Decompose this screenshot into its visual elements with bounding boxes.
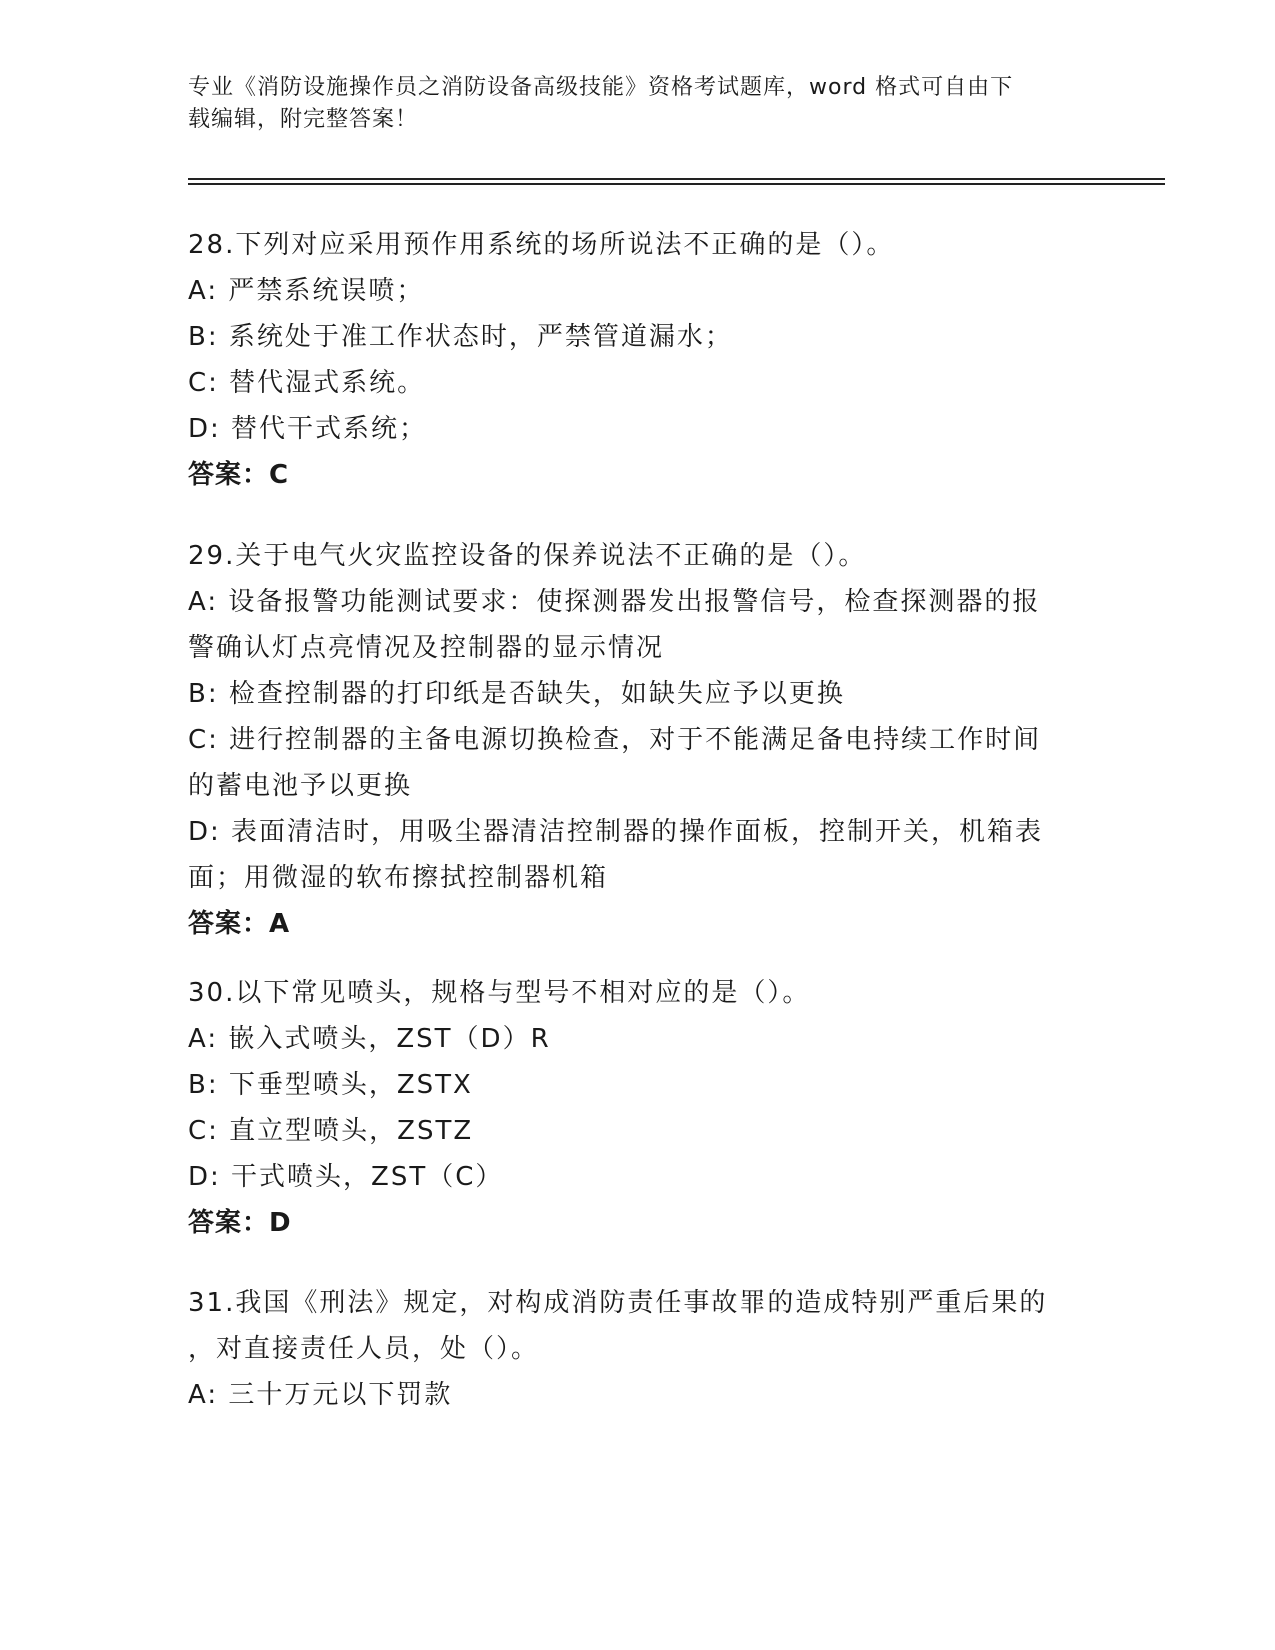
header-rule-top [188,178,1165,180]
answer [188,1200,1088,1246]
option-d: D: 表面清洁时，用吸尘器清洁控制器的操作面板，控制开关，机箱表 [188,817,1044,847]
question-28 [188,222,1088,498]
header-line-1: 专业《消防设施操作员之消防设备高级技能》资格考试题库，word 格式可自由下 [188,75,1014,100]
question-30 [188,970,1088,1246]
option-c: C: 替代湿式系统。 [188,368,426,398]
option-a: A: 严禁系统误喷； [188,276,425,306]
answer-label: 答案： [188,460,270,490]
answer-label: 答案： [188,1208,270,1238]
option-b: B: 系统处于准工作状态时，严禁管道漏水； [188,322,733,352]
header-rule-bottom [188,183,1165,185]
answer-value: C [269,460,290,490]
option-d: D: 替代干式系统； [188,414,428,444]
answer [188,901,1088,947]
question-29 [188,533,1088,947]
answer-label: 答案： [188,909,270,939]
question-stem: 31.我国《刑法》规定，对构成消防责任事故罪的造成特别严重后果的 [188,1288,1048,1318]
question-stem-continued: ，对直接责任人员，处（）。 [188,1334,540,1364]
document-header [188,72,1088,136]
answer [188,452,1088,498]
option-a: A: 设备报警功能测试要求：使探测器发出报警信号，检查探测器的报 [188,587,1041,617]
option-d: D: 干式喷头，ZST（C） [188,1162,504,1192]
question-31 [188,1280,1088,1418]
option-a: A: 嵌入式喷头，ZST（D）R [188,1024,551,1054]
option-c-continued: 的蓄电池予以更换 [188,771,413,801]
option-b: B: 下垂型喷头，ZSTX [188,1070,473,1100]
option-c: C: 进行控制器的主备电源切换检查，对于不能满足备电持续工作时间 [188,725,1042,755]
option-a: A: 三十万元以下罚款 [188,1380,453,1410]
question-stem: 30.以下常见喷头，规格与型号不相对应的是（）。 [188,978,811,1008]
answer-value: D [269,1208,292,1238]
option-c: C: 直立型喷头，ZSTZ [188,1116,474,1146]
header-line-2: 载编辑，附完整答案！ [188,107,419,132]
option-d-continued: 面；用微湿的软布擦拭控制器机箱 [188,863,609,893]
option-a-continued: 警确认灯点亮情况及控制器的显示情况 [188,633,665,663]
answer-value: A [269,909,291,939]
question-stem: 28.下列对应采用预作用系统的场所说法不正确的是（）。 [188,230,895,260]
question-stem: 29.关于电气火灾监控设备的保养说法不正确的是（）。 [188,541,867,571]
option-b: B: 检查控制器的打印纸是否缺失，如缺失应予以更换 [188,679,845,709]
